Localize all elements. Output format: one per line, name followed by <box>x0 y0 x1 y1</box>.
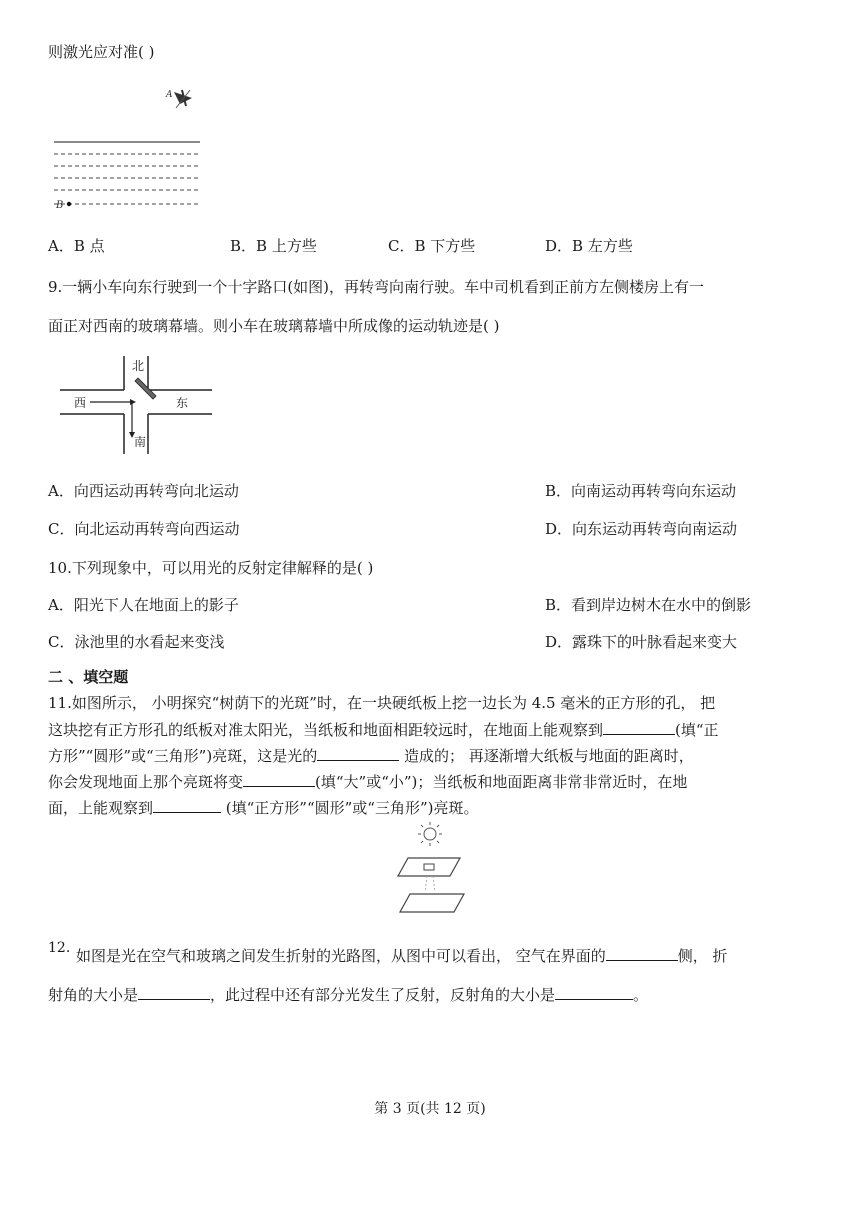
q10-option-c: C．泳池里的水看起来变浅 <box>48 633 225 651</box>
q9-option-d: D．向东运动再转弯向南运动 <box>545 520 738 538</box>
q11-blank-2[interactable] <box>317 744 399 761</box>
sun-icon <box>418 822 442 846</box>
q8-label-b: B <box>56 200 64 211</box>
q11-line4-text: 你会发现地面上那个亮斑将变 <box>48 773 244 791</box>
q11-line2-text: 这块挖有正方形孔的纸板对准太阳光，当纸板和地面相距较远时，在地面上能观察到 <box>48 721 604 739</box>
q9-label-north: 北 <box>132 359 145 373</box>
point-b-dot <box>67 202 71 206</box>
q11-blank-3[interactable] <box>243 770 315 787</box>
q11-line2 <box>48 718 719 741</box>
q10-stem: 10.下列现象中，可以用光的反射定律解释的是( ) <box>48 559 374 577</box>
q12-line2-mid: ，此过程中还有部分光发生了反射，反射角的大小是 <box>210 986 556 1004</box>
q11-line4 <box>48 770 687 793</box>
q12-number: 12. <box>48 940 71 956</box>
cardboard-with-hole <box>398 858 460 876</box>
q8-label-a: A <box>166 90 173 100</box>
q11-line3-text: 方形”“圆形”或“三角形”)亮斑，这是光的 <box>48 747 318 765</box>
q9-option-b: B．向南运动再转弯向东运动 <box>545 482 737 500</box>
laser-icon <box>174 90 192 108</box>
q12-line2-end: 。 <box>633 986 649 1004</box>
ground-plane <box>400 894 464 912</box>
q8-option-c: C．B 下方些 <box>388 237 476 255</box>
q8-option-a: A．B 点 <box>48 237 105 255</box>
q9-label-east: 东 <box>176 396 189 410</box>
q11-line1: 11.如图所示， 小明探究“树荫下的光斑”时，在一块硬纸板上挖一边长为 4.5 毫米的正方形的孔， 把 <box>48 694 716 712</box>
q12-line1 <box>76 944 728 967</box>
q11-blank-1[interactable] <box>603 718 675 735</box>
q9-option-c: C．向北运动再转弯向西运动 <box>48 520 240 538</box>
q12-blank-1[interactable] <box>606 944 678 961</box>
page-footer: 第 3 页(共 12 页) <box>374 1101 486 1117</box>
q12-blank-2[interactable] <box>138 983 210 1000</box>
q9-label-south: 南 <box>134 435 147 449</box>
section-heading-fill-blank: 二 、填空题 <box>48 668 129 686</box>
q9-stem-line2: 面正对西南的玻璃幕墙。则小车在玻璃幕墙中所成像的运动轨迹是( ) <box>48 317 500 335</box>
q11-line5-tail: (填“正方形”“圆形”或“三角形”)亮斑。 <box>221 799 479 817</box>
q10-option-a: A．阳光下人在地面上的影子 <box>48 596 239 614</box>
q11-blank-4[interactable] <box>153 796 221 813</box>
glass-curtain-wall-icon <box>135 378 156 399</box>
q8-figure <box>52 80 222 216</box>
q8-option-b: B．B 上方些 <box>230 237 317 255</box>
q11-line3 <box>48 744 694 767</box>
q8-stem-tail: 则激光应对准( ) <box>48 43 155 61</box>
q10-option-b: B．看到岸边树木在水中的倒影 <box>545 596 752 614</box>
q9-stem-line1: 9.一辆小车向东行驶到一个十字路口(如图)，再转弯向南行驶。车中司机看到正前方左侧楼房上有一 <box>48 278 705 296</box>
q11-figure <box>394 820 476 916</box>
q8-option-d: D．B 左方些 <box>545 237 633 255</box>
q11-line2-tail: (填“正 <box>675 721 719 739</box>
q11-line5-text: 面，上能观察到 <box>48 799 154 817</box>
q12-blank-3[interactable] <box>555 983 633 1000</box>
q9-label-west: 西 <box>74 396 87 410</box>
q12-line1-tail: 侧， 折 <box>677 947 728 965</box>
q11-line5 <box>48 796 479 819</box>
q11-line4-tail: (填“大”或“小”)；当纸板和地面距离非常非常近时，在地 <box>315 773 688 791</box>
q10-option-d: D．露珠下的叶脉看起来变大 <box>545 633 738 651</box>
q12-line2 <box>48 983 648 1006</box>
q9-crossroad-figure <box>60 356 212 454</box>
q11-line3-tail: 造成的； 再逐渐增大纸板与地面的距离时， <box>399 747 694 765</box>
q12-line1-text: 如图是光在空气和玻璃之间发生折射的光路图，从图中可以看出， 空气在界面的 <box>76 947 606 965</box>
q9-option-a: A．向西运动再转弯向北运动 <box>48 482 239 500</box>
q12-line2-text: 射角的大小是 <box>48 986 139 1004</box>
